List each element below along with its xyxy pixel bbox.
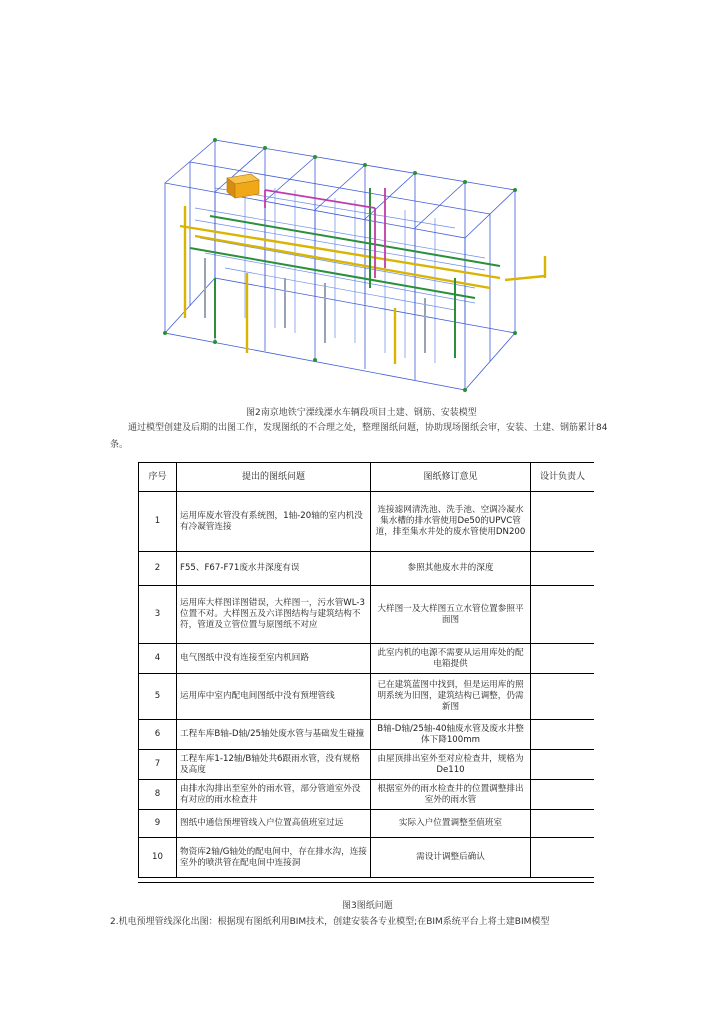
row-owner xyxy=(531,586,595,644)
row-issue: F55、F67-F71废水井深度有误 xyxy=(177,552,371,586)
row-issue: 图纸中通信预埋管线入户位置高值班室过远 xyxy=(177,810,371,838)
row-fix: 实际入户位置调整至值班室 xyxy=(371,810,531,838)
row-number: 6 xyxy=(139,720,177,750)
table-row xyxy=(139,586,595,644)
figure-2-caption: 图2南京地铁宁溧线溧水车辆段项目土建、钢筋、安装模型 xyxy=(246,408,477,418)
row-number: 4 xyxy=(139,644,177,674)
row-issue: 工程车库B轴-D轴/25轴处废水管与基础发生碰撞 xyxy=(177,720,371,750)
row-number: 8 xyxy=(139,780,177,810)
row-owner xyxy=(531,750,595,780)
row-fix: 连接滤网清洗池、洗手池、空调冷凝水集水槽的排水管使用De50的UPVC管道，排至集水井处的废水管使用DN200 xyxy=(371,492,531,552)
row-owner xyxy=(531,492,595,552)
table-header-row xyxy=(139,463,595,492)
row-fix: 参照其他废水井的深度 xyxy=(371,552,531,586)
table-row xyxy=(139,552,595,586)
row-issue: 由排水沟排出至室外的雨水管，部分管道室外没有对应的雨水检查井 xyxy=(177,780,371,810)
row-number: 2 xyxy=(139,552,177,586)
paragraph-2: 2.机电预埋管线深化出图：根据现有图纸利用BIM技术，创建安装各专业模型;在BIM系统平台上将土建BIM模型 xyxy=(110,917,550,927)
table-row xyxy=(139,810,595,838)
row-issue: 运用库中室内配电间图纸中没有预埋管线 xyxy=(177,674,371,720)
row-number: 7 xyxy=(139,750,177,780)
row-owner xyxy=(531,552,595,586)
row-issue: 工程车库1-12轴/B轴处共6跟雨水管，没有规格及高度 xyxy=(177,750,371,780)
row-issue: 物资库2轴/G轴处的配电间中，存在排水沟，连接室外的喷洪管在配电间中连接洞 xyxy=(177,838,371,878)
bim-model-illustration xyxy=(155,128,565,396)
row-number: 3 xyxy=(139,586,177,644)
row-owner xyxy=(531,810,595,838)
row-fix: 此室内机的电源不需要从运用库处的配电箱提供 xyxy=(371,644,531,674)
row-number: 5 xyxy=(139,674,177,720)
table-row xyxy=(139,780,595,810)
table-row xyxy=(139,492,595,552)
row-fix: 需设计调整后确认 xyxy=(371,838,531,878)
row-owner xyxy=(531,838,595,878)
header-number: 序号 xyxy=(139,463,177,492)
row-fix: 由屋顶排出室外至对应检查井，规格为De110 xyxy=(371,750,531,780)
table-row xyxy=(139,750,595,780)
bim-model-figure xyxy=(155,128,565,396)
row-number: 1 xyxy=(139,492,177,552)
drawing-issues-table xyxy=(138,462,594,883)
header-fix: 图纸修订意见 xyxy=(371,463,531,492)
header-issue: 提出的图纸问题 xyxy=(177,463,371,492)
figure-3-caption: 图3图纸问题 xyxy=(342,901,393,911)
table-row xyxy=(139,838,595,878)
row-fix: 已在建筑蓝图中找到，但是运用库的照明系统为旧图，建筑结构已调整，仍需新图 xyxy=(371,674,531,720)
equipment-box xyxy=(227,174,259,198)
row-fix: 根据室外的雨水检查井的位置调整排出室外的雨水管 xyxy=(371,780,531,810)
paragraph-1: 通过模型创建及后期的出图工作，发现图纸的不合理之处，整理图纸问题，协助现场图纸会审，安装、土建、钢筋累计84条。 xyxy=(110,423,608,450)
row-fix: 大样图一及大样图五立水管位置参照平面图 xyxy=(371,586,531,644)
row-issue: 电气图纸中没有连接至室内机回路 xyxy=(177,644,371,674)
table-row xyxy=(139,720,595,750)
row-number: 9 xyxy=(139,810,177,838)
row-number: 10 xyxy=(139,838,177,878)
header-owner: 设计负责人 xyxy=(531,463,595,492)
row-owner xyxy=(531,644,595,674)
row-issue: 运用库大样图详图错误，大样图一，污水管WL-3位置不对。大样图五及六详图结构与建筑结构不符，管道及立管位置与原图纸不对应 xyxy=(177,586,371,644)
row-owner xyxy=(531,674,595,720)
row-issue: 运用库废水管没有系统图，1轴-20轴的室内机没有冷凝管连接 xyxy=(177,492,371,552)
row-owner xyxy=(531,780,595,810)
row-fix: B轴-D轴/25轴-40轴废水管及废水井整体下降100mm xyxy=(371,720,531,750)
table-row xyxy=(139,674,595,720)
table-row xyxy=(139,644,595,674)
row-owner xyxy=(531,720,595,750)
